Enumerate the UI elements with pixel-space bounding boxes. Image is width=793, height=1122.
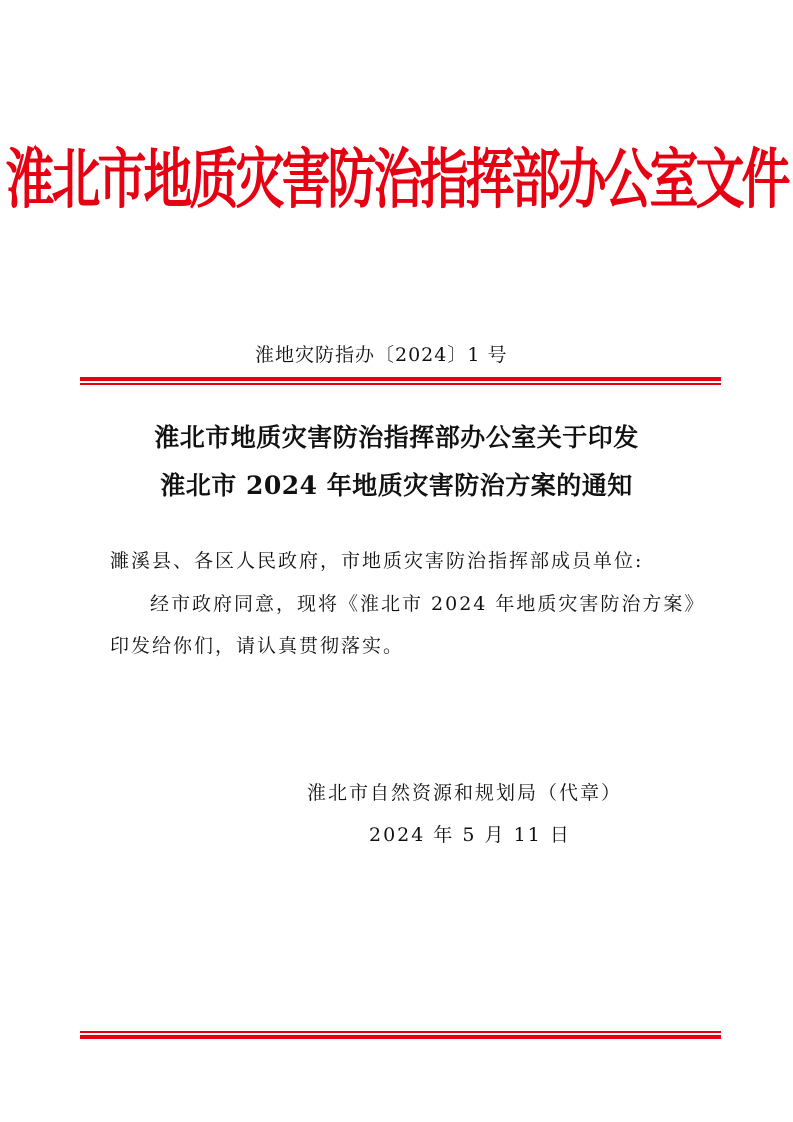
footer-rule-thin — [80, 1031, 721, 1033]
document-number: 淮地灾防指办〔2024〕1 号 — [255, 344, 508, 366]
body-paragraph-line-1: 经市政府同意，现将《淮北市 2024 年地质灾害防治方案》 — [150, 593, 706, 615]
document-header-title: 淮北市地质灾害防治指挥部办公室文件 — [5, 142, 788, 218]
footer-rule-thick — [80, 1035, 721, 1039]
addressee: 濉溪县、各区人民政府，市地质灾害防治指挥部成员单位: — [110, 550, 644, 572]
header-rule-thick — [80, 377, 721, 381]
header-rule-thin — [80, 383, 721, 385]
signature-date: 2024 年 5 月 11 日 — [369, 824, 571, 846]
signature-organization: 淮北市自然资源和规划局（代章） — [307, 782, 623, 804]
document-title-line-1: 淮北市地质灾害防治指挥部办公室关于印发 — [154, 423, 639, 452]
body-paragraph-line-2: 印发给你们，请认真贯彻落实。 — [110, 635, 405, 657]
document-title-line-2: 淮北市 2024 年地质灾害防治方案的通知 — [160, 471, 633, 500]
